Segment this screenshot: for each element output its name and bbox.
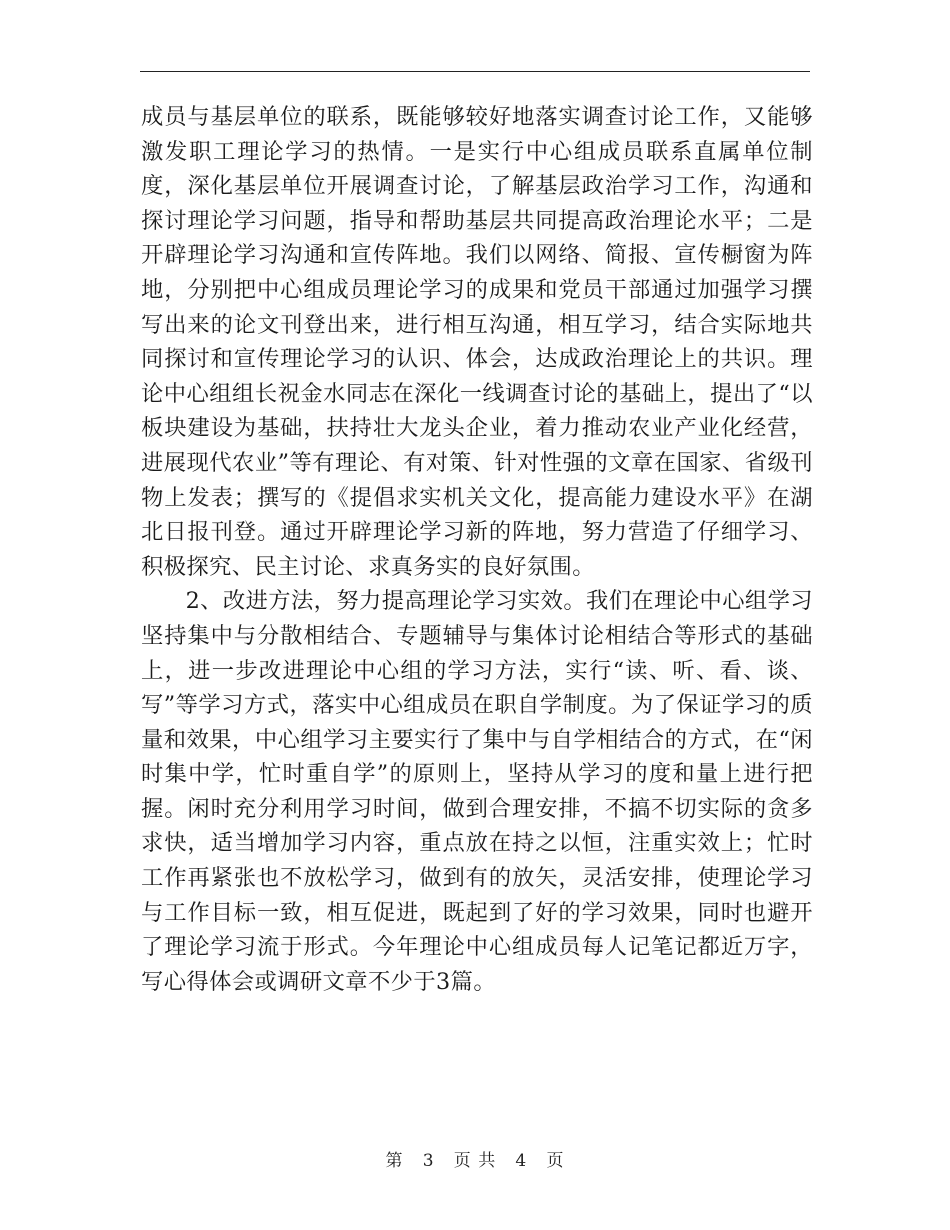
footer-current-page: 3 [422, 1151, 435, 1171]
document-body [141, 100, 813, 999]
header-rule [140, 71, 810, 72]
page-footer [0, 1146, 950, 1171]
footer-suffix: 页 [546, 1151, 565, 1171]
paragraph-2: 2、改进方法，努力提高理论学习实效。我们在理论中心组学习坚持集中与分散相结合、专题辅导与集体讨论相结合等形式的基础上，进一步改进理论中心组的学习方法，实行“读、听、看、谈、写”等学习方式，落实中心组成员在职自学制度。为了保证学习的质量和效果，中心组学习主要实行了集中与自学相结合的方式，在“闲时集中学，忙时重自学”的原则上，坚持从学习的度和量上进行把握。闲时充分利用学习时间，做到合理安排，不搞不切实际的贪多求快，适当增加学习内容，重点放在持之以恒，注重实效上；忙时工作再紧张也不放松学习，做到有的放矢，灵活安排，使理论学习与工作目标一致，相互促进，既起到了好的学习效果，同时也避开了理论学习流于形式。今年理论中心组成员每人记笔记都近万字，写心得体会或调研文章不少于3篇。 [141, 588, 813, 995]
footer-total-pages: 4 [515, 1151, 528, 1171]
footer-prefix: 第 [385, 1151, 404, 1171]
paragraph-1: 成员与基层单位的联系，既能够较好地落实调查讨论工作，又能够激发职工理论学习的热情。一是实行中心组成员联系直属单位制度，深化基层单位开展调查讨论，了解基层政治学习工作，沟通和探讨理论学习问题，指导和帮助基层共同提高政治理论水平；二是开辟理论学习沟通和宣传阵地。我们以网络、简报、宣传橱窗为阵地，分别把中心组成员理论学习的成果和党员干部通过加强学习撰写出来的论文刊登出来，进行相互沟通，相互学习，结合实际地共同探讨和宣传理论学习的认识、体会，达成政治理论上的共识。理论中心组组长祝金水同志在深化一线调查讨论的基础上，提出了“以板块建设为基础，扶持壮大龙头企业，着力推动农业产业化经营，进展现代农业”等有理论、有对策、针对性强的文章在国家、省级刊物上发表；撰写的《提倡求实机关文化，提高能力建设水平》在湖北日报刊登。通过开辟理论学习新的阵地，努力营造了仔细学习、积极探究、民主讨论、求真务实的良好氛围。 [141, 104, 813, 580]
footer-middle: 页 共 [453, 1151, 497, 1171]
